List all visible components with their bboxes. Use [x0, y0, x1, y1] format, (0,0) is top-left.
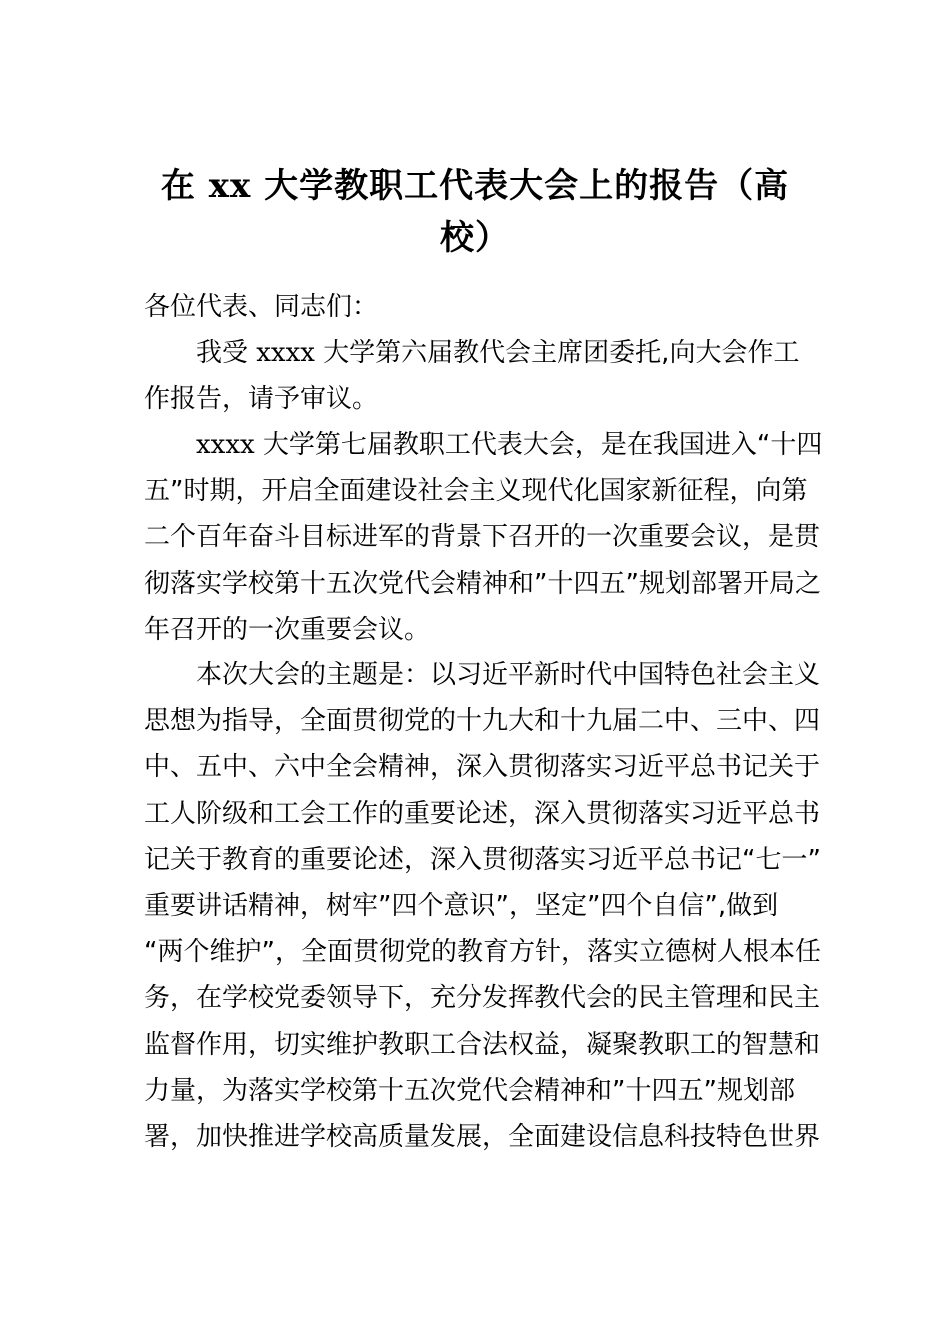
title-text-latin: xx [208, 166, 252, 206]
paragraph-1-latin: xxxx [256, 338, 315, 368]
paragraph-3 [144, 652, 824, 1160]
paragraph-1-pre: 我受 [196, 338, 257, 368]
paragraph-2-latin: xxxx [196, 430, 255, 460]
paragraph-1-post: 大学第六届教代会主席团委托,向大会作工作报告，请予审议。 [144, 338, 800, 415]
paragraph-2 [144, 422, 824, 653]
document-title [140, 160, 810, 264]
paragraph-2-post: 大学第七届教职工代表大会，是在我国进入“十四五”时期，开启全面建设社会主义现代化国家新征程，向第二个百年奋斗目标进军的背景下召开的一次重要会议，是贯彻落实学校第十五次党代会精神和”十四五”规划部署开局之年召开的一次重要会议。 [144, 430, 823, 645]
title-text-post: 大学教职工代表大会上的报告（高校） [251, 166, 790, 258]
paragraph-1 [144, 330, 824, 422]
title-text-pre: 在 [160, 166, 209, 206]
salutation: 各位代表、同志们： [144, 292, 379, 322]
paragraph-3-pre: 本次大会的主题是：以习近平新时代中国特色社会主义思想为指导，全面贯彻党的十九大和十九届二中、三中、四中、五中、六中全会精神，深入贯彻落实习近平总书记关于工人阶级和工会工作的重要论述，深入贯彻落实习近平总书记关于教育的重要论述，深入贯彻落实习近平总书记“七一” 重要讲话精神，树牢”四个意识”，坚定”四个自信”,做到 “两个维护”，全面贯彻党的教育方针，落实立德树人根本任务，在学校党委领导下，充分发挥教代会的民主管理和民主监督作用，切实维护教职工合法权益，凝聚教职工的智慧和力量，为落实学校第十五次党代会精神和”十四五”规划部署，加快推进学校高质量发展，全面建设信息科技特色世界 [144, 660, 821, 1153]
